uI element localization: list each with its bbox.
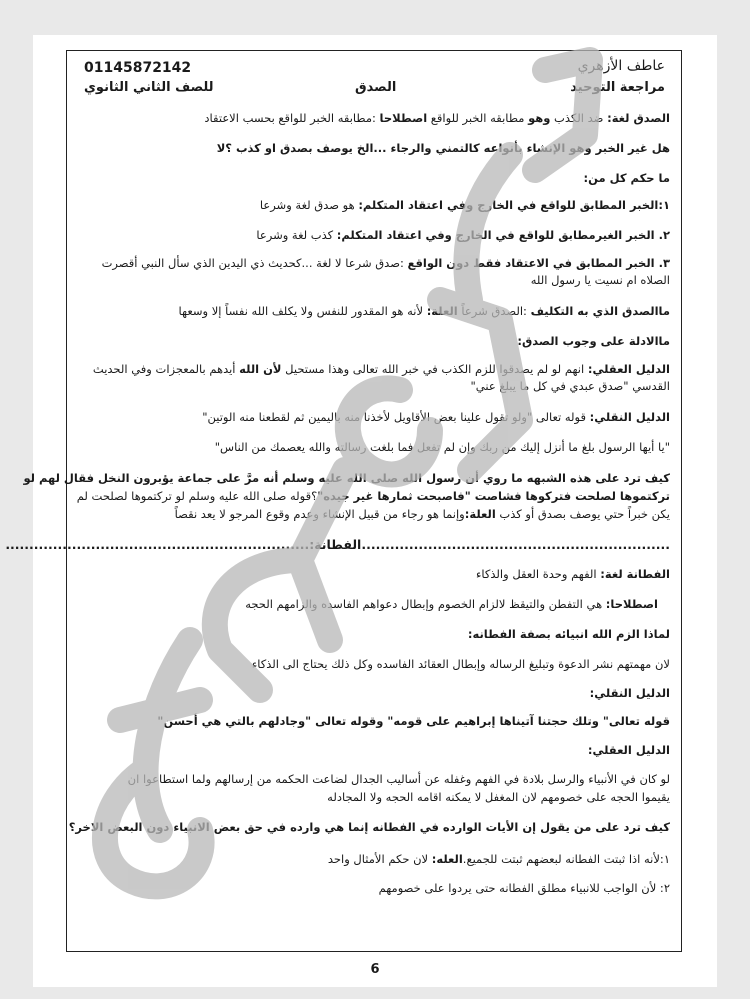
item-3: ٣. الخبر المطابق في الاعتقاد فقط دون الواقع :صدق شرعا لا لغة ...كحديث ذي اليدين الذي سأل النبي أقصرت xyxy=(101,256,670,270)
evidence-heading: ماالادلة على وجوب الصدق: xyxy=(517,334,670,348)
taklif-line: ماالصدق الذي به التكليف :الصدق شرعاً العلة: لأنه هو المقدور للنفس ولا يكلف الله نفساً إلا وسعها xyxy=(178,304,670,318)
fatana-istilah: اصطلاحا: هي التفطن والتيقظ لالزام الخصوم وإبطال دعواهم الفاسده والزامهم الحجه xyxy=(245,597,658,611)
fatana-aql-text: لو كان في الأنبياء والرسل بلادة في الفهم وغفله عن أساليب الجدال لضاعت الحكمه من إرسالهم ولما استطاعوا ان xyxy=(127,772,670,786)
naql-evidence-verse: "يا أيها الرسول بلغ ما أنزل إليك من ربك وإن لم تفعل فما بلغت رسالته والله يعصمك من الناس" xyxy=(214,440,670,454)
fatana-naql-text: قوله تعالى" وتلك حجتنا آتيناها إبراهيم على قومه" وقوله تعالى "وجادلهم بالتي هي أحسن" xyxy=(157,714,670,728)
fatana-answer-2: ٢: لأن الواجب للانبياء مطلق الفطانه حتى يردوا على خصومهم xyxy=(378,881,670,895)
phone-number: 01145872142 xyxy=(84,60,192,76)
aql-evidence: الدليل العقلي: انهم لو لم يصدقوا للزم الكذب في خبر الله تعالى وهذا مستحيل لأن الله أيدهم بالمعجزات وفي الحديث xyxy=(92,362,670,376)
sidq-definition: الصدق لغة: ضد الكذب وهو مطابقه الخبر للواقع اصطلاحا :مطابقه الخبر للواقع بحسب الاعتقاد xyxy=(204,111,670,125)
naql-evidence: الدليل النقلي: قوله تعالى "ولو تقول علينا بعض الأقاويل لأخذنا منه باليمين ثم لقطعنا منه الوتين" xyxy=(202,410,670,424)
question-insha: هل غير الخبر وهو الإنشاء بأنواعه كالتمني والرجاء ...الخ يوصف بصدق او كذب ؟لا xyxy=(216,141,670,155)
item-3-continued: الصلاه ام نسيت يا رسول الله xyxy=(530,273,670,287)
fatana-aql-heading: الدليل العقلي: xyxy=(587,743,670,757)
fatana-why-answer: لان مهمتهم نشر الدعوة وتبليغ الرساله وإبطال العقائد الفاسده وكل ذلك يحتاج الى الذكاء xyxy=(251,657,670,671)
grade-title: للصف الثاني الثانوي xyxy=(84,80,214,95)
topic-title: الصدق xyxy=(355,80,397,95)
fatana-why: لماذا الزم الله انبيائه بصفة الفطانه: xyxy=(467,627,670,641)
fatana-answer-1: ١:لأنه اذا ثبتت الفطانه لبعضهم ثبتت للجميع.العله: لان حكم الأمثال واحد xyxy=(327,852,670,866)
question-hukm: ما حكم كل من: xyxy=(583,171,670,185)
fatana-lugha: الفطانة لغة: الفهم وحدة العقل والذكاء xyxy=(475,567,670,581)
shubha-line-2: تركتموها لصلحت فتركوها فشاصت "فاصبحت ثمارها غير جيده"؟قوله صلى الله عليه وسلم لو تركتموها لصلحت لم xyxy=(76,489,670,503)
fatana-naql-heading: الدليل النقلي: xyxy=(589,686,670,700)
author-name: عاطف الأزهري xyxy=(577,58,665,74)
aql-evidence-continued: القدسي "صدق عبدي في كل ما يبلغ عني" xyxy=(470,379,670,393)
item-1: ١:الخبر المطابق للواقع في الخارج وفي اعتقاد المتكلم: هو صدق لغة وشرعا xyxy=(259,198,670,212)
shubha-line-1: كيف ترد على هذه الشبهه ما روي أن رسول الله صلى الله عليه وسلم أنه مرَّ على جماعة يؤبرون النخل فقال لهم لو xyxy=(23,471,670,485)
page-number: 6 xyxy=(370,962,380,977)
subject-title: مراجعة التوحيد xyxy=(570,80,665,95)
item-2: ٢. الخبر الغيرمطابق للواقع في الخارج وفي اعتقاد المتكلم: كذب لغة وشرعا xyxy=(256,228,670,242)
fatana-title: .................................................................الفطانة:................................................................ xyxy=(5,537,670,552)
shubha-line-3: يكن خبراً حتي يوصف بصدق أو كذب العلة:وإنما هو رجاء من قبيل الإنشاء وعدم وقوع المرجو لا يعد نقصاً xyxy=(174,507,670,521)
fatana-question: كيف ترد على من يقول إن الأيات الوارده في الفطانه إنما هي وارده في حق بعض الانبياء دون البعض الاخر؟ xyxy=(68,820,670,834)
fatana-aql-text-continued: يقيموا الحجه على خصومهم لان المغفل لا يمكنه اقامه الحجه ولا المجادله xyxy=(327,790,670,804)
